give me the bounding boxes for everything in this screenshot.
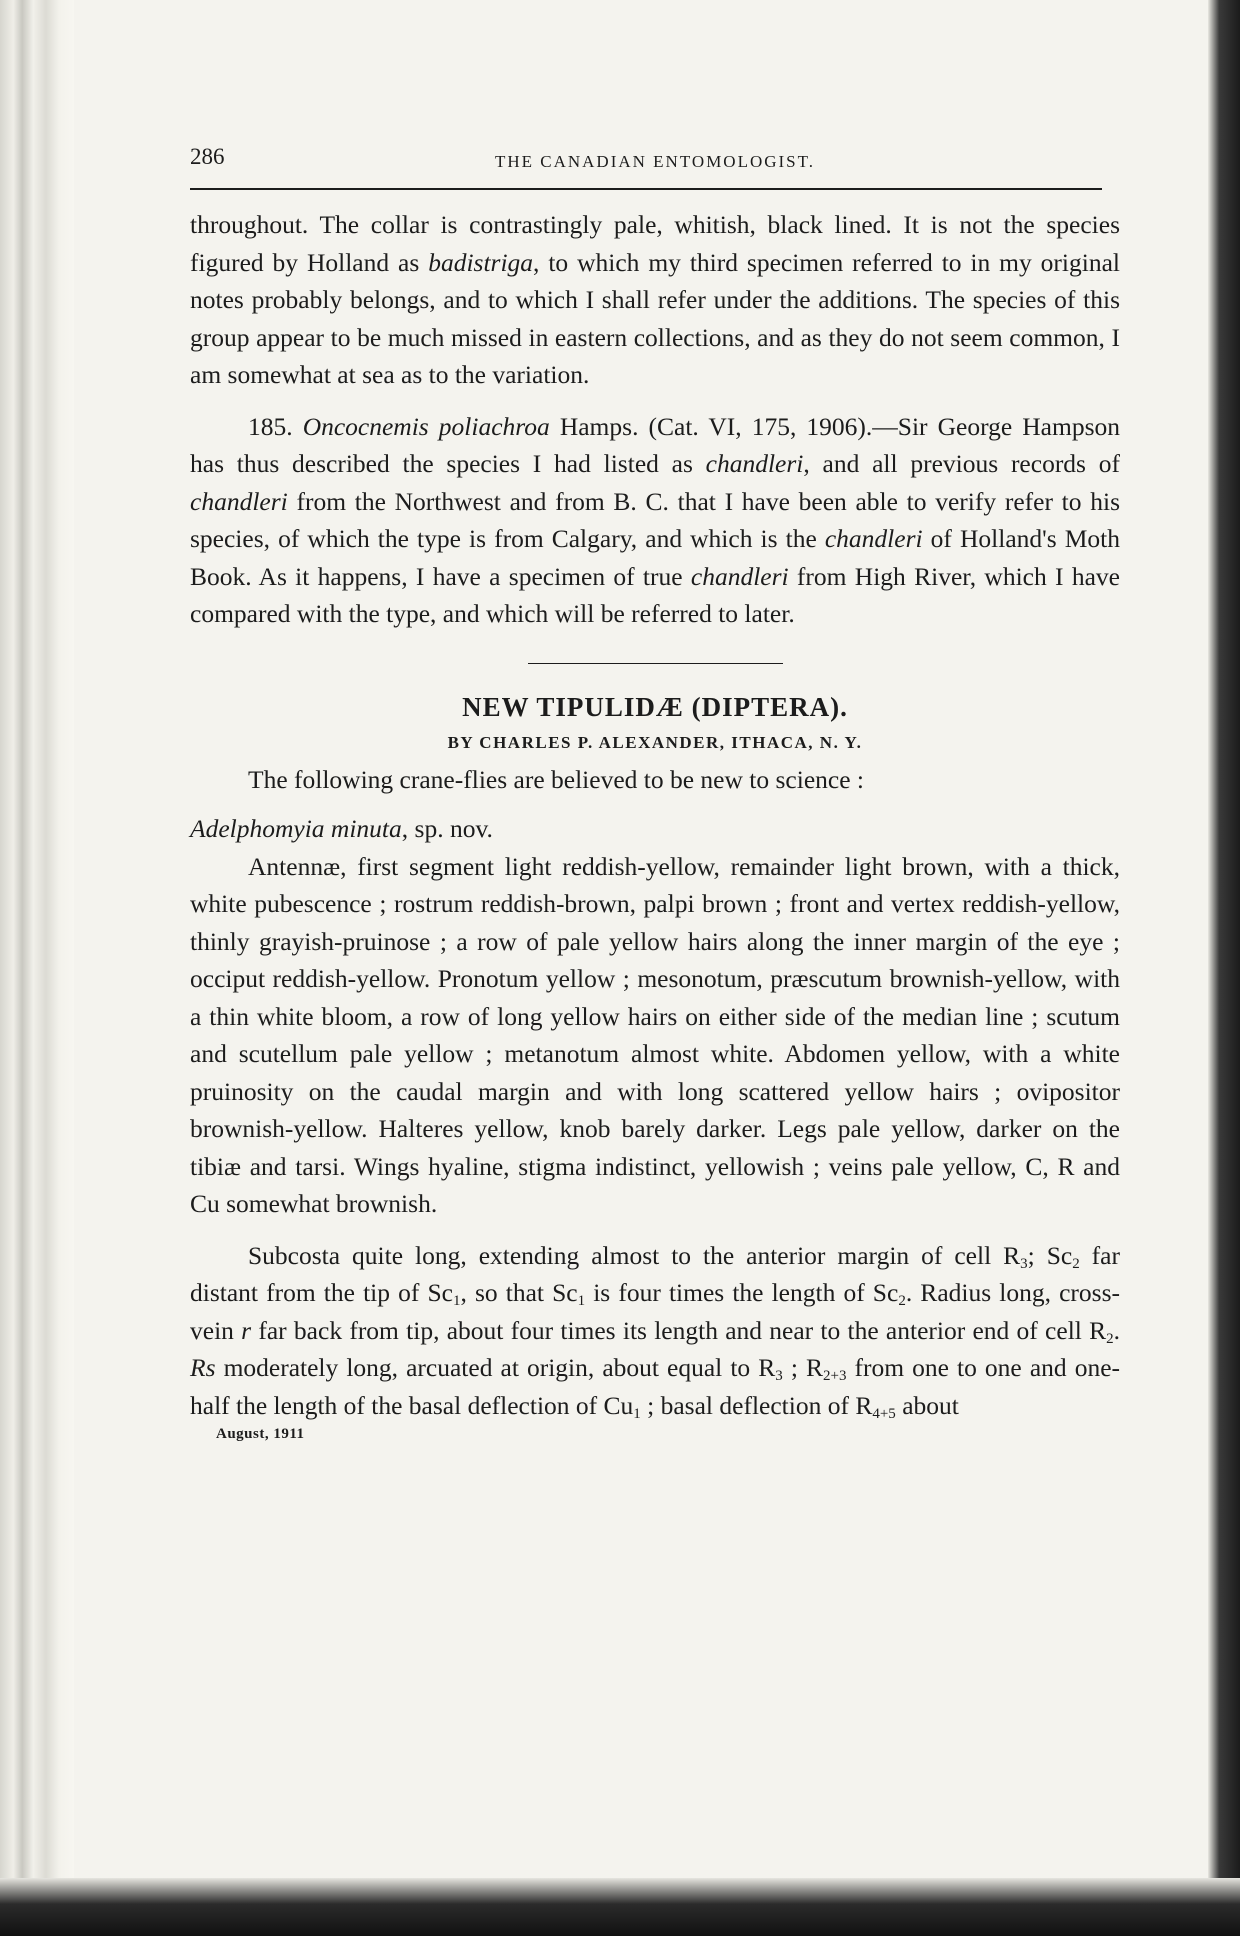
subscript: 2+3: [822, 1368, 847, 1384]
book-edge-bottom: [0, 1878, 1240, 1936]
species-description: Antennæ, first segment light reddish-yellow, remainder light brown, with a thick, white pubescence ; rostrum reddish-brown, palpi brown ; front and vertex reddish-yellow, thinly grayish-pruinose ; a row of pale yellow hairs along the inner margin of the eye ; occiput reddish-yellow. Pronotum yellow ; mesonotum, præscutum brownish-yellow, with a thin white bloom, a row of long yellow hairs on either side of the median line ; scutum and scutellum pale yellow ; metanotum almost white. Abdomen yellow, with a white pruinosity on the caudal margin and with long scattered yellow hairs ; ovipositor brownish-yellow. Halteres yellow, knob barely darker. Legs pale yellow, darker on the tibiæ and tarsi. Wings hyaline, stigma indistinct, yellowish ; veins pale yellow, C, R and Cu somewhat brownish.: [190, 851, 1120, 1218]
page-number: 286: [190, 144, 225, 169]
venation-text: ; Sc: [1027, 1240, 1073, 1270]
venation-text: ; basal deflection of R: [640, 1390, 873, 1420]
subscript: 1: [452, 1293, 461, 1309]
subscript: 1: [577, 1293, 586, 1309]
issue-date: August, 1911: [216, 1426, 305, 1442]
subscript: 1: [633, 1405, 641, 1422]
venation-text: far distant from the tip of Sc: [190, 1240, 1120, 1307]
page-content: [190, 130, 1120, 1443]
subscript: 2: [1072, 1255, 1080, 1272]
journal-title: THE CANADIAN ENTOMOLOGIST.: [494, 152, 816, 171]
entry-text-1: Hamps. (Cat. VI, 175, 1906).—Sir George Hampson has thus described the species I had listed as: [190, 411, 1120, 478]
entry-text-4: of Holland's Moth Book. As it happens, I have a specimen of true: [190, 524, 1120, 591]
article-intro: The following crane-flies are believed to be new to science :: [248, 764, 864, 794]
entry-italic-1: chandleri: [705, 449, 804, 478]
subscript: 2: [1106, 1330, 1114, 1347]
header-rule: [190, 188, 1102, 190]
venation-text: far back from tip, about four times its length and near to the anterior end of cell R: [251, 1315, 1107, 1345]
entry-text-5: from High River, which I have compared with the type, and which will be referred to later.: [190, 561, 1120, 628]
subscript: 2: [898, 1293, 906, 1309]
venation-text: about: [895, 1390, 959, 1420]
entry-text-3: from the Northwest and from B. C. that I have been able to verify refer to his species, of which the type is from Calgary, and which is the: [190, 486, 1120, 553]
running-head: [190, 130, 1120, 180]
venation-text: . Radius long, cross-vein: [190, 1278, 1120, 1345]
venation-text: moderately long, arcuated at origin, about equal to R: [215, 1353, 776, 1382]
venation-text: from one to one and one-half the length of the basal deflection of Cu: [190, 1353, 1121, 1420]
venation-text: , so that Sc: [460, 1278, 578, 1307]
article-byline: BY CHARLES P. ALEXANDER, ITHACA, N. Y.: [447, 732, 863, 752]
entry-italic-4: chandleri: [690, 561, 789, 591]
article-title: NEW TIPULIDÆ (DIPTERA).: [462, 691, 848, 722]
subscript: 3: [1020, 1255, 1028, 1272]
entry-species-name: Oncocnemis poliachroa: [302, 411, 550, 441]
venation-text: .: [1113, 1315, 1121, 1345]
species-suffix: , sp. nov.: [401, 814, 493, 843]
venation-text: ; R: [782, 1353, 823, 1382]
section-divider: [528, 663, 783, 664]
entry-italic-3: chandleri: [824, 524, 923, 553]
intro-text-1: throughout. The collar is contrastingly pale, whitish, black lined. It is not the species figured by Holland as: [190, 210, 1120, 277]
entry-italic-2: chandleri: [190, 486, 288, 516]
intro-paragraph: [190, 206, 1120, 394]
subscript: 4+5: [872, 1405, 896, 1422]
book-edge-right: [1208, 0, 1240, 1936]
intro-text-2: , to which my third specimen referred to in my original notes probably belongs, and to which I shall refer under the additions. The species of this group appear to be much missed in eastern collections, and as they do not seem common, I am somewhat at sea as to the variation.: [190, 247, 1120, 389]
species-name: Adelphomyia minuta: [190, 814, 402, 843]
species-heading: [190, 810, 1120, 848]
venation-italic: Rs: [190, 1353, 216, 1382]
venation-italic: r: [241, 1315, 252, 1345]
venation-text: is four times the length of Sc: [585, 1278, 899, 1307]
intro-italic-1: badistriga: [428, 247, 534, 277]
subscript: 3: [775, 1368, 783, 1384]
entry-185-paragraph: [190, 408, 1120, 633]
venation-paragraph: [190, 1237, 1120, 1425]
entry-text-2: , and all previous records of: [803, 449, 1120, 478]
entry-number: 185.: [248, 411, 293, 441]
venation-text: Subcosta quite long, extending almost to the anterior margin of cell R: [248, 1240, 1021, 1270]
book-gutter-left: [0, 0, 74, 1936]
